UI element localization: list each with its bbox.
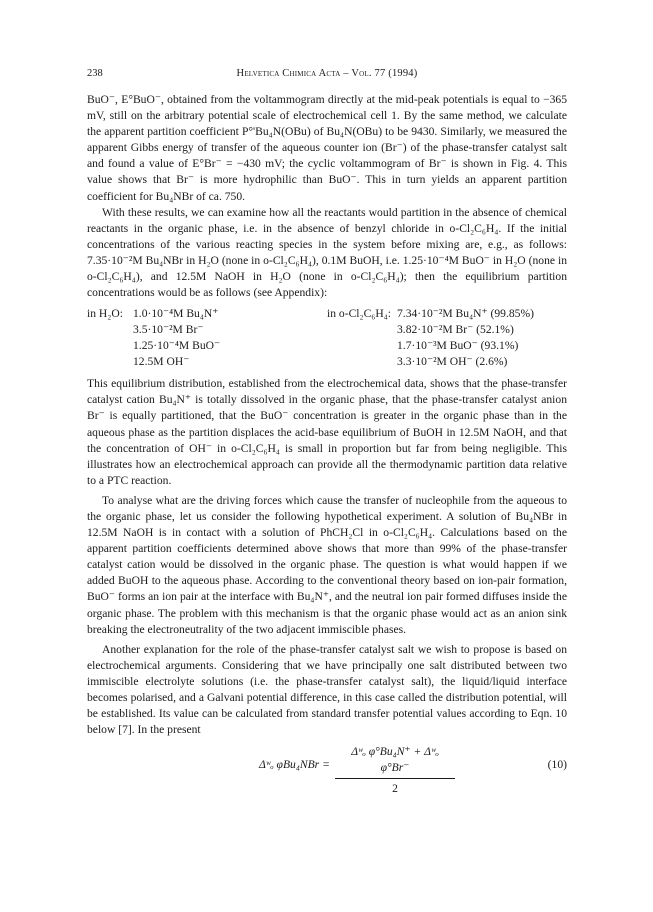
paragraph-4: To analyse what are the driving forces which cause the transfer of nucleophile from the aqueous to the organic phase, let us consider the following hypothetical experiment. A solution of Bu₄NBr in 12.5M NaOH is in contact with a solution of PhCH₂Cl in o-Cl₂C₆H₄. Calculations based on the apparent partition coefficients determined above shows that more than 99% of the phase-transfer catalyst cation would be dissolved in the organic phase. The question is what would happen if we added BuOH to the aqueous phase. According to the conventional theory based on ion-pair formation, BuO⁻ forms an ion pair at the interface with Bu₄N⁺, and the neutral ion pair formed diffuses inside the organic phase. The problem with this mechanism is that the organic phase would act as an anion sink breaking the electroneutrality of the two adjacent immiscible phases. [87,493,567,636]
paragraph-3: This equilibrium distribution, established from the electrochemical data, shows that the phase-transfer catalyst cation Bu₄N⁺ is totally dissolved in the organic phase, that the phase-transfer catalyst anion Br⁻ is equally partitioned, that the BuO⁻ concentration is greater in the organic phase than in the aqueous phase as the partition displaces the acid-base equilibrium of BuOH in 12.5M NaOH, and that the concentration of OH⁻ in o-Cl₂C₆H₄ is small in proportion but far from being negligible. This illustrates how an electrochemical approach can provide all the thermodynamic partition data relative to a PTC reaction. [87,377,567,487]
organic-value: 3.3·10⁻²M OH⁻ (2.6%) [397,355,508,369]
equation-fraction [335,744,455,797]
page-number: 238 [87,68,103,79]
organic-label: in o-Cl₂C₆H₄: [327,307,391,321]
journal-title: Helvetica Chimica Acta – Vol. 77 (1994) [236,68,418,79]
paragraph-1: BuO⁻, E°BuO⁻, obtained from the voltammogram directly at the mid-peak potentials is equal to −365 mV, still on the arbitrary potential scale of electrochemical cell 1. By the same method, we calculate the apparent partition coefficient P°'Bu₄N(OBu) of Bu₄N(OBu) to be 9430. Similarly, we measured the apparent Gibbs energy of transfer of the aqueous counter ion (Br⁻) of the phase-transfer catalyst salt and found a value of E°Br⁻ = −430 mV; the cyclic voltammogram of Br⁻ is shown in Fig. 4. This value shows that Br⁻ is more hydrophilic than BuO⁻. This in turn yields an apparent partition coefficient for Bu₄NBr of ca. 750. [87,93,567,203]
aqueous-value: 12.5M OH⁻ [133,355,190,369]
equation-lhs: Δʷₒ φBu₄NBr = [259,758,330,772]
running-header [87,68,567,82]
aqueous-column [87,306,327,370]
organic-value: 1.7·10⁻³M BuO⁻ (93.1%) [397,339,519,353]
article-body [87,92,567,796]
organic-column [327,306,567,370]
paragraph-2: With these results, we can examine how all the reactants would partition in the absence of chemical reactants in the organic phase, i.e. in the absence of benzyl chloride in o-Cl₂C₆H₄. If the initial concentrations of the various reacting species in the system before mixing are, e.g., as follows: 7.35·10⁻²M Bu₄NBr in H₂O (none in o-Cl₂C₆H₄), 0.1M BuOH, i.e. 1.25·10⁻⁴M BuO⁻ in H₂O (none in o-Cl₂C₆H₄), and 12.5M NaOH in H₂O (none in o-Cl₂C₆H₄); then the equilibrium partition concentrations would be as follows (see Appendix): [87,205,567,300]
equation-number: (10) [547,758,567,772]
equation-10 [87,744,567,796]
organic-value: 3.82·10⁻²M Br⁻ (52.1%) [397,323,514,337]
equation-numerator: Δʷₒ φ°Bu₄N⁺ + Δʷₒ φ°Br⁻ [335,744,455,779]
aqueous-label: in H₂O: [87,307,123,321]
paragraph-5: Another explanation for the role of the phase-transfer catalyst salt we wish to propose is based on electrochemical arguments. Considering that we have principally one salt distributed between two immiscible electrolyte solutions (i.e. the phase-transfer catalyst salt), the liquid/liquid interface becomes polarised, and a Galvani potential difference, in this case called the distribution potential, will be established. Its value can be calculated from standard transfer potential values according to Eqn. 10 below [7]. In the present [87,642,567,737]
aqueous-value: 1.25·10⁻⁴M BuO⁻ [133,339,221,353]
aqueous-value: 3.5·10⁻²M Br⁻ [133,323,204,337]
organic-value: 7.34·10⁻²M Bu₄N⁺ (99.85%) [397,307,534,321]
aqueous-value: 1.0·10⁻⁴M Bu₄N⁺ [133,307,219,321]
equation-denominator: 2 [392,782,398,796]
equilibrium-concentrations [87,306,567,370]
